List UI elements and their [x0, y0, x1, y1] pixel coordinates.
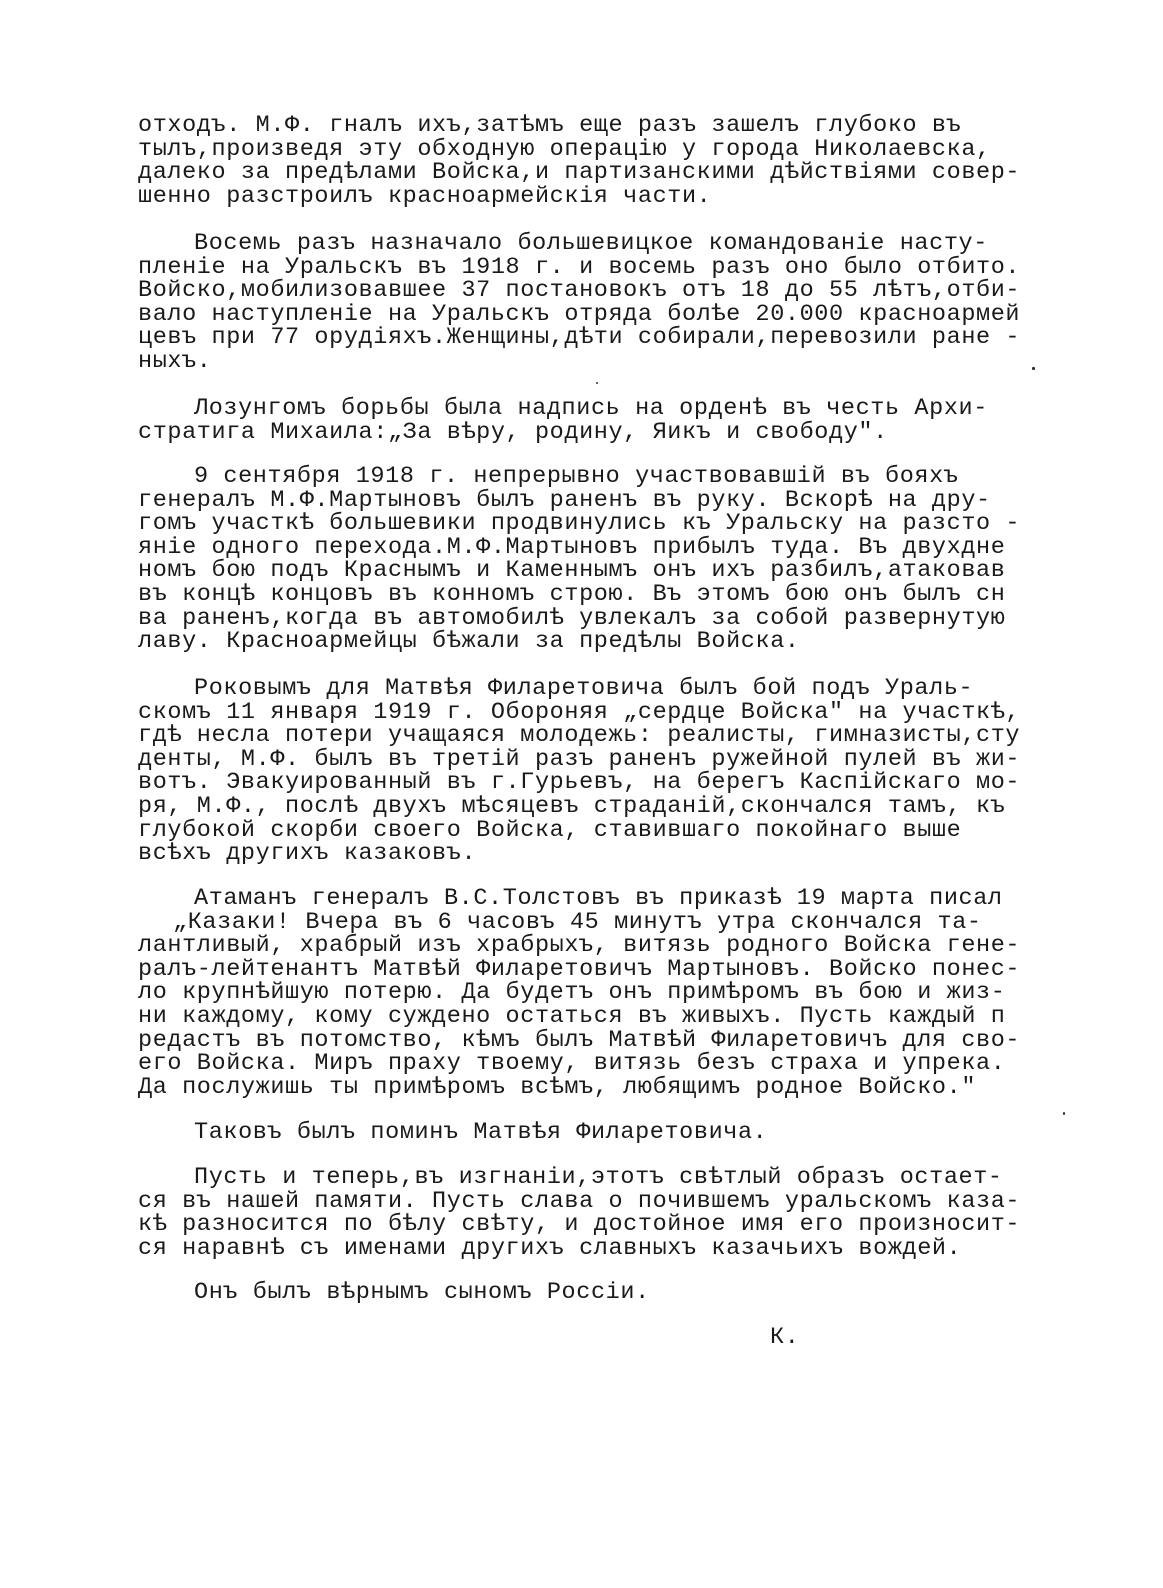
ink-speck: [596, 382, 598, 384]
text-line: Пусть и теперь,въ изгнаніи,этотъ свѣтлый образъ остает-: [194, 1164, 1003, 1191]
text-line: номъ бою подъ Краснымъ и Каменнымъ онъ ихъ разбилъ,атаковав: [138, 557, 1006, 585]
text-line: лаву. Красноармейцы бѣжали за предѣлы Войска.: [138, 628, 800, 656]
text-line: стратига Михаила:„За вѣру, родину, Яикъ и свободу".: [138, 418, 888, 446]
text-line: Лозунгомъ борьбы была надпись на орденѣ въ честь Архи-: [194, 395, 988, 422]
text-line: гдѣ несла потери учащаяся молодежь: реалисты, гимназисты,сту: [138, 722, 1021, 750]
paragraph-closing: [138, 1281, 1088, 1305]
text-line: ся наравнѣ съ именами другихъ славныхъ казачьихъ вождей.: [138, 1234, 962, 1262]
text-line: Да послужишь ты примѣромъ всѣмъ, любящимъ родное Войско.": [138, 1073, 977, 1101]
text-line: всѣхъ другихъ казаковъ.: [138, 840, 477, 868]
paragraph-remembrance: [138, 1121, 1088, 1145]
text-line: ло крупнѣйшую потерю. Да будетъ онъ примѣромъ въ бою и жиз-: [138, 979, 1006, 1007]
paragraph-eight-offensives: [138, 232, 1088, 374]
text-line: пленіе на Уральскъ въ 1918 г. и восемь разъ оно было отбито.: [138, 253, 1021, 281]
paragraph-slogan: [138, 397, 1088, 444]
text-line: скомъ 11 января 1919 г. Обороняя „сердце Войска" на участкѣ,: [138, 698, 1021, 726]
text-line: ныхъ.: [138, 347, 212, 375]
text-line: его Войска. Миръ праху твоему, витязь безъ страха и упрека.: [138, 1050, 1006, 1078]
text-line: лантливый, храбрый изъ храбрыхъ, витязь родного Войска гене-: [138, 932, 1021, 960]
paragraph-september-wound: [138, 465, 1088, 654]
text-line: Атаманъ генералъ В.С.Толстовъ въ приказѣ 19 марта писал: [194, 885, 1003, 912]
ink-speck: [1063, 1112, 1065, 1115]
text-line: тылъ,произведя эту обходную операцію у города Николаевска,: [138, 135, 991, 163]
text-line: Онъ былъ вѣрнымъ сыномъ Россіи.: [194, 1279, 650, 1306]
text-line: Роковымъ для Матвѣя Филаретовича былъ бой подъ Ураль-: [194, 675, 974, 702]
text-line: кѣ разносится по бѣлу свѣту, и достойное имя его произносит-: [138, 1211, 1021, 1239]
text-line: отходъ. М.Ф. гналъ ихъ,затѣмъ еще разъ зашелъ глубоко въ: [138, 112, 962, 139]
text-line: ралъ-лейтенантъ Матвѣй Филаретовичъ Мартыновъ. Войско понес-: [138, 955, 1021, 983]
text-line: Войско,мобилизовавшее 37 постановокъ отъ 18 до 55 лѣтъ,отби-: [138, 277, 1021, 305]
text-line: Таковъ былъ поминъ Матвѣя Филаретовича.: [194, 1119, 768, 1146]
text-line: ря, М.Ф., послѣ двухъ мѣсяцевъ страданій,скончался тамъ, къ: [138, 792, 1006, 820]
text-line: 9 сентября 1918 г. непрерывно участвовавшій въ бояхъ: [194, 463, 959, 490]
text-line: глубокой скорби своего Войска, ставившаго покойнаго выше: [138, 816, 962, 844]
paragraph-exile: [138, 1166, 1088, 1260]
text-line: ся въ нашей памяти. Пусть слава о почившемъ уральскомъ каза-: [138, 1187, 1021, 1215]
text-line: вало наступленіе на Уральскъ отряда болѣе 20.000 красноармей: [138, 300, 1021, 328]
ink-speck: [1032, 367, 1035, 370]
text-line: ни каждому, кому суждено остаться въ живыхъ. Пусть каждый п: [138, 1002, 1006, 1030]
paragraph-retreat: [138, 114, 1088, 208]
paragraph-ataman-order: [138, 887, 1088, 1099]
text-line: генералъ М.Ф.Мартыновъ былъ раненъ въ руку. Вскорѣ на дру-: [138, 486, 991, 514]
text-line: вотъ. Эвакуированный въ г.Гурьевъ, на берегъ Каспійскаго мо-: [138, 769, 1021, 797]
text-line: „Казаки! Вчера въ 6 часовъ 45 минутъ утра скончался та-: [173, 908, 982, 936]
text-line: шенно разстроилъ красноармейскія части.: [138, 182, 712, 210]
text-line: въ концѣ концовъ въ конномъ строю. Въ этомъ бою онъ былъ сн: [138, 580, 1006, 608]
text-line: денты, М.Ф. былъ въ третій разъ раненъ ружейной пулей въ жи-: [138, 745, 1021, 773]
text-line: гомъ участкѣ большевики продвинулись къ Уральску на разсто -: [138, 510, 1021, 538]
text-line: ва раненъ,когда въ автомобилѣ увлекалъ за собой развернутую: [138, 604, 1006, 632]
signature-initial: К.: [770, 1324, 800, 1351]
text-line: Восемь разъ назначало большевицкое командованіе насту-: [194, 230, 988, 257]
text-line: далеко за предѣлами Войска,и партизанскими дѣйствіями совер-: [138, 159, 1021, 187]
text-line: редастъ въ потомство, кѣмъ былъ Матвѣй Филаретовичъ для сво-: [138, 1026, 1021, 1054]
text-line: яніе одного перехода.М.Ф.Мартыновъ прибылъ туда. Въ двухдне: [138, 533, 1006, 561]
paragraph-fatal-battle: [138, 677, 1088, 866]
text-line: цевъ при 77 орудіяхъ.Женщины,дѣти собирали,перевозили ране -: [138, 324, 1021, 352]
